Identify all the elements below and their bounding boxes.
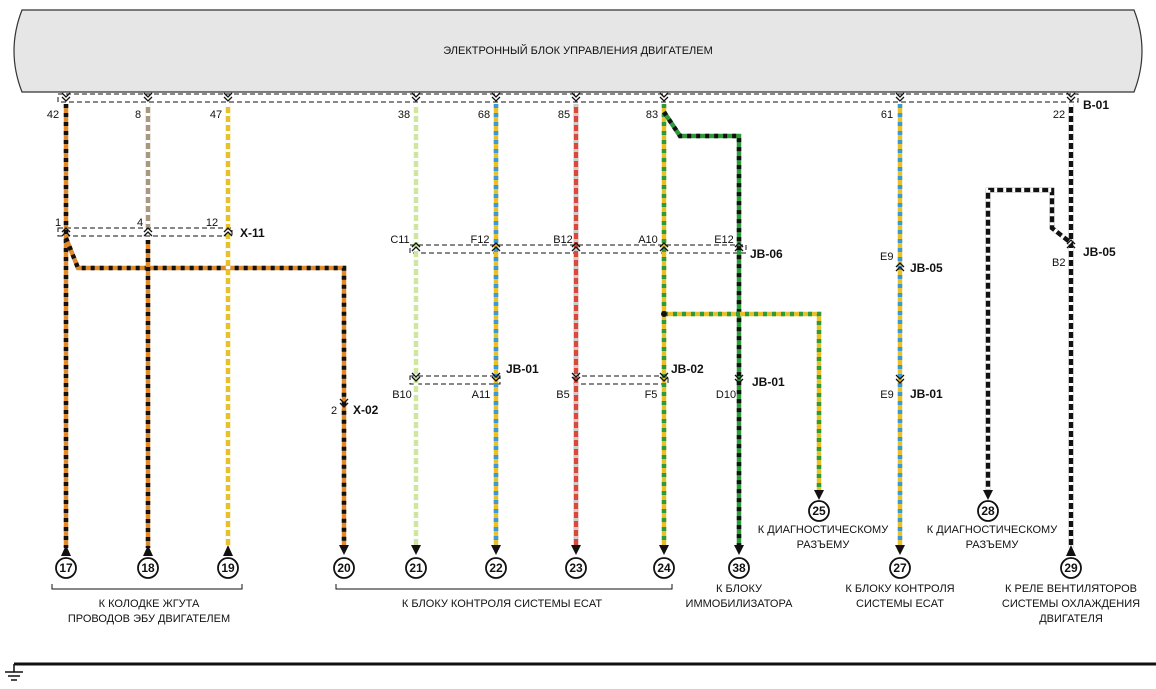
- caption-immo-line1: К БЛОКУ: [716, 583, 762, 595]
- pin-label: 83: [645, 109, 659, 121]
- terminal-20: [334, 558, 354, 578]
- pin-label: A11: [471, 389, 491, 401]
- svg-text:18: 18: [141, 561, 155, 575]
- connector-jb02: JB-02: [671, 362, 704, 376]
- pin-label: E9: [880, 251, 894, 263]
- pin-label: 4: [136, 217, 144, 229]
- terminal-arrows: [61, 490, 1076, 556]
- caption-diag1-line2: РАЗЪЕМУ: [796, 539, 850, 551]
- pin-label: B2: [1052, 257, 1066, 269]
- pin-label: 85: [557, 109, 571, 121]
- wire-20: [66, 238, 344, 545]
- svg-text:20: 20: [337, 561, 351, 575]
- pin-label: B12: [553, 234, 573, 246]
- splice-dot: [661, 311, 667, 317]
- terminal-28: [978, 501, 998, 521]
- caption-harness-line1: К КОЛОДКЕ ЖГУТА: [98, 598, 200, 610]
- connector-jb06: JB-06: [750, 247, 783, 261]
- svg-text:38: 38: [732, 561, 746, 575]
- connector-jb01-b: JB-01: [752, 375, 785, 389]
- pin-label: A10: [638, 234, 658, 246]
- terminal-25: [809, 501, 829, 521]
- pin-label: E9: [880, 389, 894, 401]
- pin-label: 1: [54, 217, 62, 229]
- connector-jb01-c: JB-01: [910, 387, 943, 401]
- svg-text:28: 28: [981, 504, 995, 518]
- terminals: [56, 501, 1081, 578]
- svg-text:24: 24: [657, 561, 671, 575]
- connector-jb05-b: JB-05: [1083, 245, 1116, 259]
- svg-text:29: 29: [1064, 561, 1078, 575]
- connector-jb01-a: JB-01: [506, 362, 539, 376]
- terminal-23: [566, 558, 586, 578]
- terminal-38: [729, 558, 749, 578]
- pin-label: B5: [556, 389, 570, 401]
- terminal-19: [218, 558, 238, 578]
- terminal-18: [138, 558, 158, 578]
- terminal-21: [406, 558, 426, 578]
- pin-label: 47: [209, 109, 223, 121]
- terminal-29: [1061, 558, 1081, 578]
- connector-x11: X-11: [240, 226, 265, 240]
- terminal-27: [890, 558, 910, 578]
- caption-ecat: К БЛОКУ КОНТРОЛЯ СИСТЕМЫ ECAT: [401, 598, 603, 610]
- caption-fan-line2: СИСТЕМЫ ОХЛАЖДЕНИЯ: [1001, 598, 1141, 610]
- caption-diag2-line2: РАЗЪЕМУ: [965, 539, 1019, 551]
- svg-text:21: 21: [409, 561, 423, 575]
- pin-label: F12: [470, 234, 490, 246]
- ecu-pin-labels: [47, 109, 1065, 121]
- caption-ecat2-line2: СИСТЕМЫ ECAT: [856, 598, 944, 610]
- wire-28: [988, 190, 1071, 490]
- svg-text:17: 17: [59, 561, 73, 575]
- terminal-24: [654, 558, 674, 578]
- ground-bus: [5, 664, 1156, 680]
- caption-diag2-line1: К ДИАГНОСТИЧЕСКОМУ: [926, 524, 1058, 536]
- pin-label: 38: [397, 109, 411, 121]
- svg-text:27: 27: [893, 561, 907, 575]
- connector-marks: [62, 93, 1075, 407]
- pin-label: E12: [714, 234, 734, 246]
- ecu-title: ЭЛЕКТРОННЫЙ БЛОК УПРАВЛЕНИЯ ДВИГАТЕЛЕМ: [443, 45, 713, 57]
- ecu-block: [14, 10, 1142, 92]
- pin-label: 12: [205, 217, 219, 229]
- caption-fan-line3: ДВИГАТЕЛЯ: [1039, 613, 1103, 625]
- pin-label: 61: [880, 109, 894, 121]
- wire-38: [664, 112, 739, 545]
- connector-b01: B-01: [1083, 98, 1110, 112]
- connector-x02: X-02: [353, 403, 379, 417]
- pin-label: 8: [134, 109, 142, 121]
- pin-label: 2: [331, 405, 338, 417]
- pin-label: 42: [46, 109, 60, 121]
- caption-harness-line2: ПРОВОДОВ ЭБУ ДВИГАТЕЛЕМ: [67, 613, 231, 625]
- pin-label: D10: [715, 389, 737, 401]
- terminal-22: [486, 558, 506, 578]
- connector-jb05-a: JB-05: [910, 261, 943, 275]
- caption-ecat2-line1: К БЛОКУ КОНТРОЛЯ: [845, 583, 955, 595]
- pin-label: F5: [644, 389, 658, 401]
- pin-label: 68: [477, 109, 491, 121]
- svg-text:22: 22: [489, 561, 503, 575]
- wire-25: [664, 314, 819, 490]
- caption-diag1-line1: К ДИАГНОСТИЧЕСКОМУ: [757, 524, 889, 536]
- terminal-17: [56, 558, 76, 578]
- wires: [66, 104, 1071, 548]
- caption-fan-line1: К РЕЛЕ ВЕНТИЛЯТОРОВ: [1005, 583, 1137, 595]
- pin-label: 22: [1052, 109, 1066, 121]
- group-brackets: [52, 584, 672, 589]
- caption-immo-line2: ИММОБИЛИЗАТОРА: [685, 598, 793, 610]
- svg-text:25: 25: [812, 504, 826, 518]
- pin-label: C11: [390, 234, 410, 246]
- svg-text:23: 23: [569, 561, 583, 575]
- svg-text:19: 19: [221, 561, 235, 575]
- pin-label: B10: [392, 389, 412, 401]
